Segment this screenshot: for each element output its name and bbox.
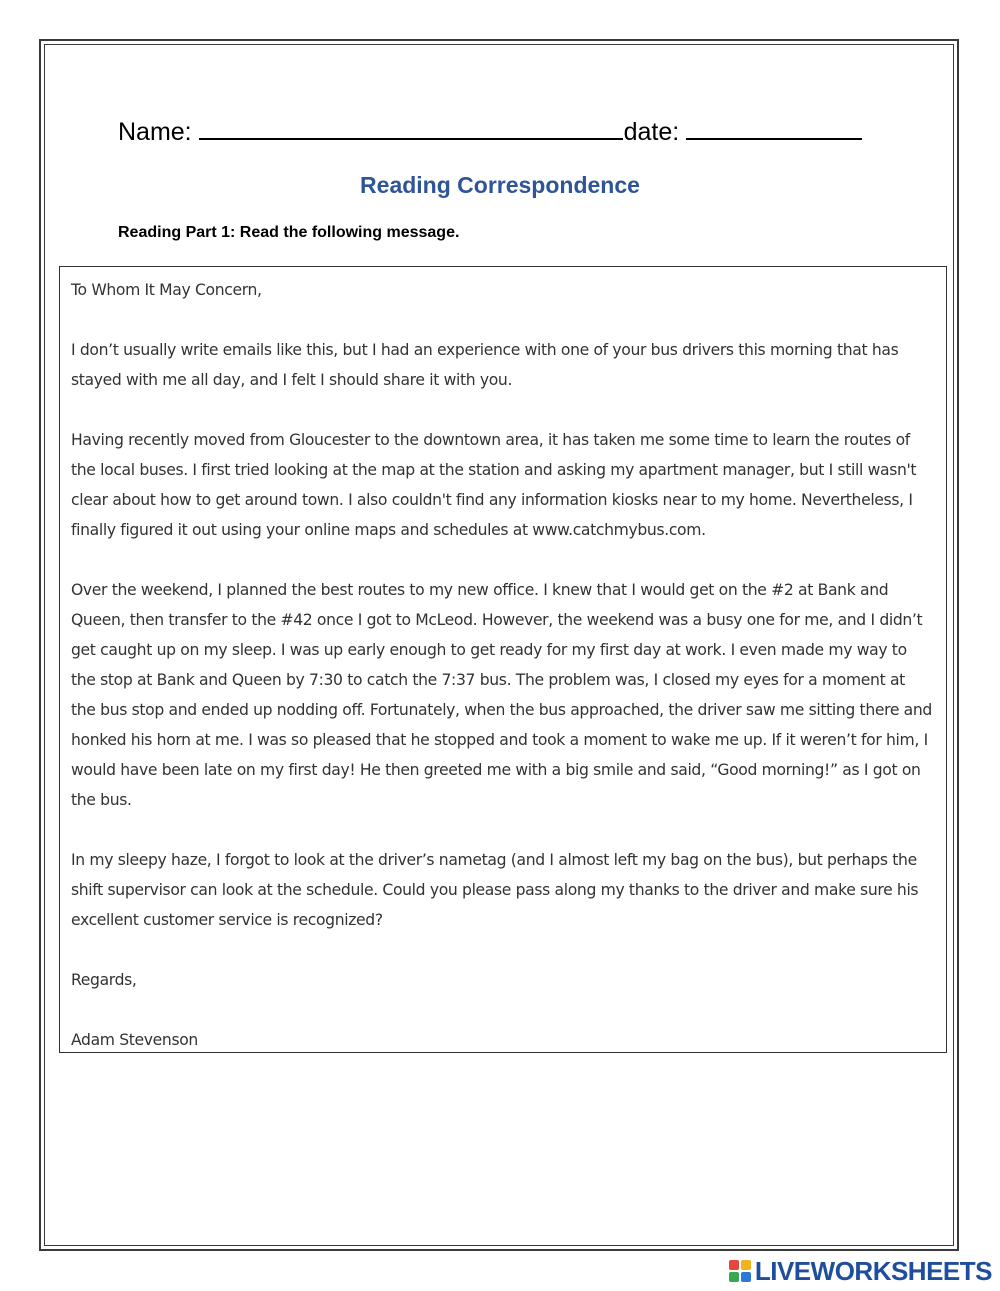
logo-block-yellow	[741, 1260, 751, 1270]
letter-box	[59, 266, 947, 1053]
name-blank[interactable]	[199, 116, 623, 140]
letter-paragraph-3: Over the weekend, I planned the best routes to my new office. I knew that I would get on the #2 at Bank and Queen, then transfer to the #42 once I got to McLeod. However, the weekend was a busy one for me, and I didn’t get caught up on my sleep. I was up early enough to get ready for my first day at work. I even made my way to the stop at Bank and Queen by 7:30 to catch the 7:37 bus. The problem was, I closed my eyes for a moment at the bus stop and ended up nodding off. Fortunately, when the bus approached, the driver saw me sitting there and honked his horn at me. I was so pleased that he stopped and took a moment to wake me up. If it weren’t for him, I would have been late on my first day! He then greeted me with a big smile and said, “Good morning!” as I got on the bus.	[71, 581, 932, 809]
date-blank[interactable]	[686, 116, 862, 140]
page-title: Reading Correspondence	[360, 172, 640, 198]
logo-block-green	[729, 1272, 739, 1282]
logo-blocks-icon	[729, 1260, 751, 1282]
logo-text: LIVEWORKSHEETS	[754, 1255, 992, 1286]
logo-block-red	[729, 1260, 739, 1270]
letter-salutation: To Whom It May Concern,	[71, 281, 262, 299]
logo-block-blue	[741, 1272, 751, 1282]
date-label: date:	[623, 118, 687, 146]
letter-paragraph-1: I don’t usually write emails like this, but I had an experience with one of your bus drivers this morning that has stayed with me all day, and I felt I should share it with you.	[71, 341, 899, 389]
reading-instruction: Reading Part 1: Read the following message.	[118, 224, 460, 241]
letter-signature: Adam Stevenson	[71, 1031, 198, 1049]
name-label: Name:	[118, 118, 199, 146]
letter-paragraph-4: In my sleepy haze, I forgot to look at the driver’s nametag (and I almost left my bag on the bus), but perhaps the shift supervisor can look at the schedule. Could you please pass along my thanks to the driver and make sure his excellent customer service is recognized?	[71, 851, 919, 929]
name-date-line	[118, 116, 863, 147]
letter-paragraph-2: Having recently moved from Gloucester to the downtown area, it has taken me some time to learn the routes of the local buses. I first tried looking at the map at the station and asking my apartment manager, but I still wasn't clear about how to get around town. I also couldn't find any information kiosks near to my home. Nevertheless, I finally figured it out using your online maps and schedules at www.catchmybus.com.	[71, 431, 917, 539]
liveworksheets-logo[interactable]	[729, 1256, 992, 1286]
letter-closing: Regards,	[71, 971, 137, 989]
